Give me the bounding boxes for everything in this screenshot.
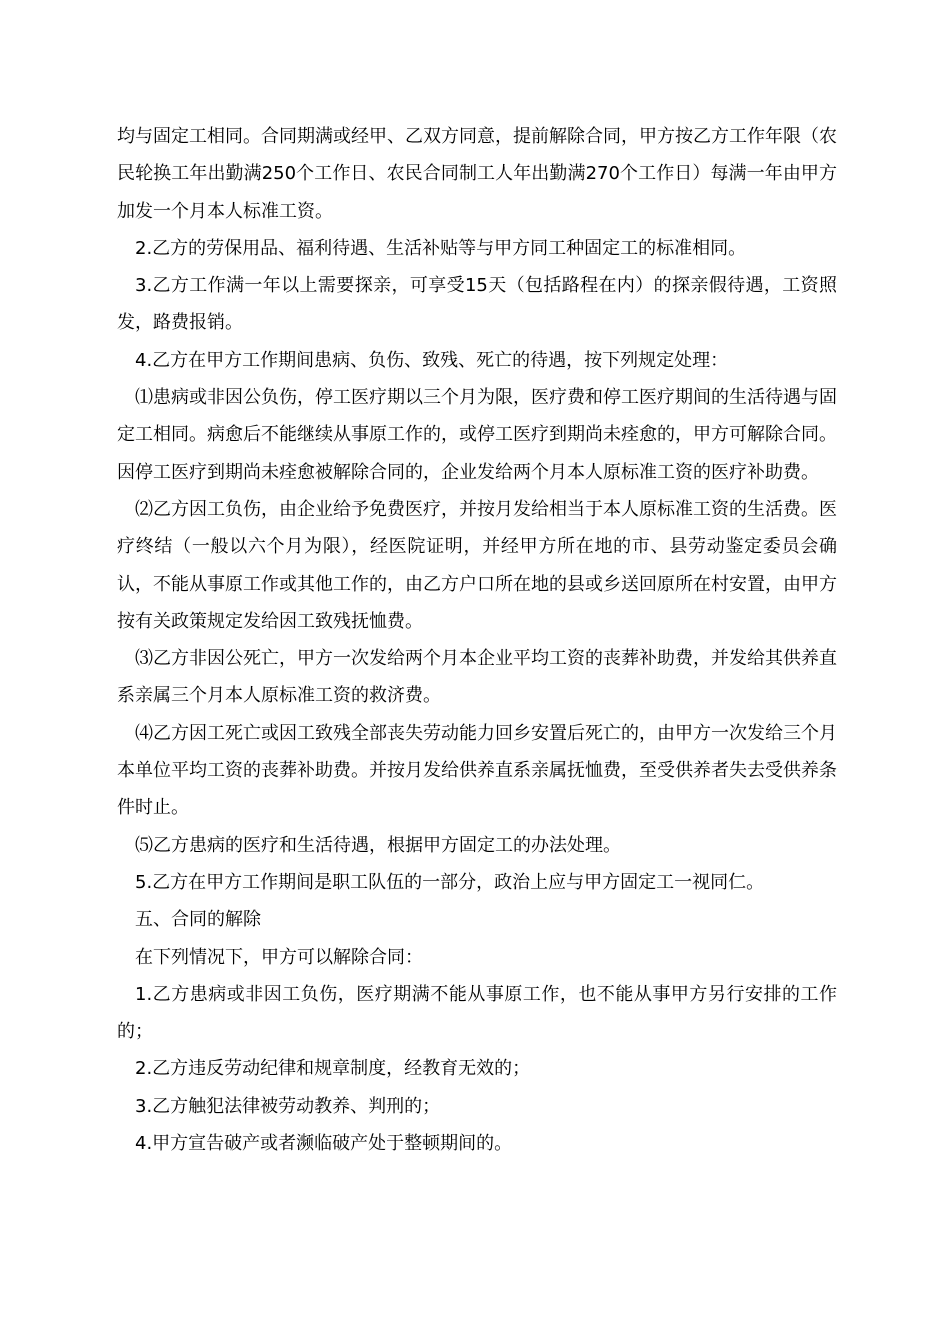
- section-intro: 在下列情况下，甲方可以解除合同：: [135, 946, 423, 968]
- paragraph-item-4: 4.乙方在甲方工作期间患病、负伤、致残、死亡的待遇，按下列规定处理：: [135, 349, 729, 371]
- paragraph-subitem-3: ⑶乙方非因公死亡，甲方一次发给两个月本企业平均工资的丧葬补助费，并发给其供养直系亲属三个月本人原标准工资的救济费。: [117, 648, 837, 707]
- paragraph-subitem-1: ⑴患病或非因公负伤，停工医疗期以三个月为限，医疗费和停工医疗期间的生活待遇与固定工相同。病愈后不能继续从事原工作的，或停工医疗到期尚未痊愈的，甲方可解除合同。因停工医疗到期尚未痊愈被解除合同的，企业发给两个月本人原标准工资的医疗补助费。: [117, 387, 837, 483]
- termination-item-1: 1.乙方患病或非因工负伤，医疗期满不能从事原工作，也不能从事甲方另行安排的工作的；: [117, 983, 837, 1043]
- termination-item-4: 4.甲方宣告破产或者濒临破产处于整顿期间的。: [135, 1133, 513, 1155]
- paragraph-subitem-2: ⑵乙方因工负伤，由企业给予免费医疗，并按月发给相当于本人原标准工资的生活费。医疗终结（一般以六个月为限），经医院证明，并经甲方所在地的市、县劳动鉴定委员会确认，不能从事原工作或其他工作的，由乙方户口所在地的县或乡送回原所在村安置，由甲方按有关政策规定发给因工致残抚恤费。: [117, 498, 837, 632]
- termination-item-2: 2.乙方违反劳动纪律和规章制度，经教育无效的；: [135, 1058, 531, 1080]
- paragraph-subitem-5: ⑸乙方患病的医疗和生活待遇，根据甲方固定工的办法处理。: [135, 834, 621, 856]
- paragraph-item-2: 2.乙方的劳保用品、福利待遇、生活补贴等与甲方同工种固定工的标准相同。: [135, 237, 747, 259]
- paragraph-subitem-4: ⑷乙方因工死亡或因工致残全部丧失劳动能力回乡安置后死亡的，由甲方一次发给三个月本单位平均工资的丧葬补助费。并按月发给供养直系亲属抚恤费，至受供养者失去受供养条件时止。: [117, 722, 837, 819]
- paragraph-item-3: 3.乙方工作满一年以上需要探亲，可享受15天（包括路程在内）的探亲假待遇，工资照发，路费报销。: [117, 275, 837, 334]
- paragraph-item-5: 5.乙方在甲方工作期间是职工队伍的一部分，政治上应与甲方固定工一视同仁。: [135, 871, 765, 893]
- paragraph-continuation: 均与固定工相同。合同期满或经甲、乙双方同意，提前解除合同，甲方按乙方工作年限（农民轮换工年出勤满250个工作日、农民合同制工人年出勤满270个工作日）每满一年由甲方加发一个月本人标准工资。: [117, 126, 837, 222]
- document-page: [117, 118, 837, 1162]
- section-heading: 五、合同的解除: [135, 909, 261, 931]
- termination-item-3: 3.乙方触犯法律被劳动教养、判刑的；: [135, 1095, 441, 1117]
